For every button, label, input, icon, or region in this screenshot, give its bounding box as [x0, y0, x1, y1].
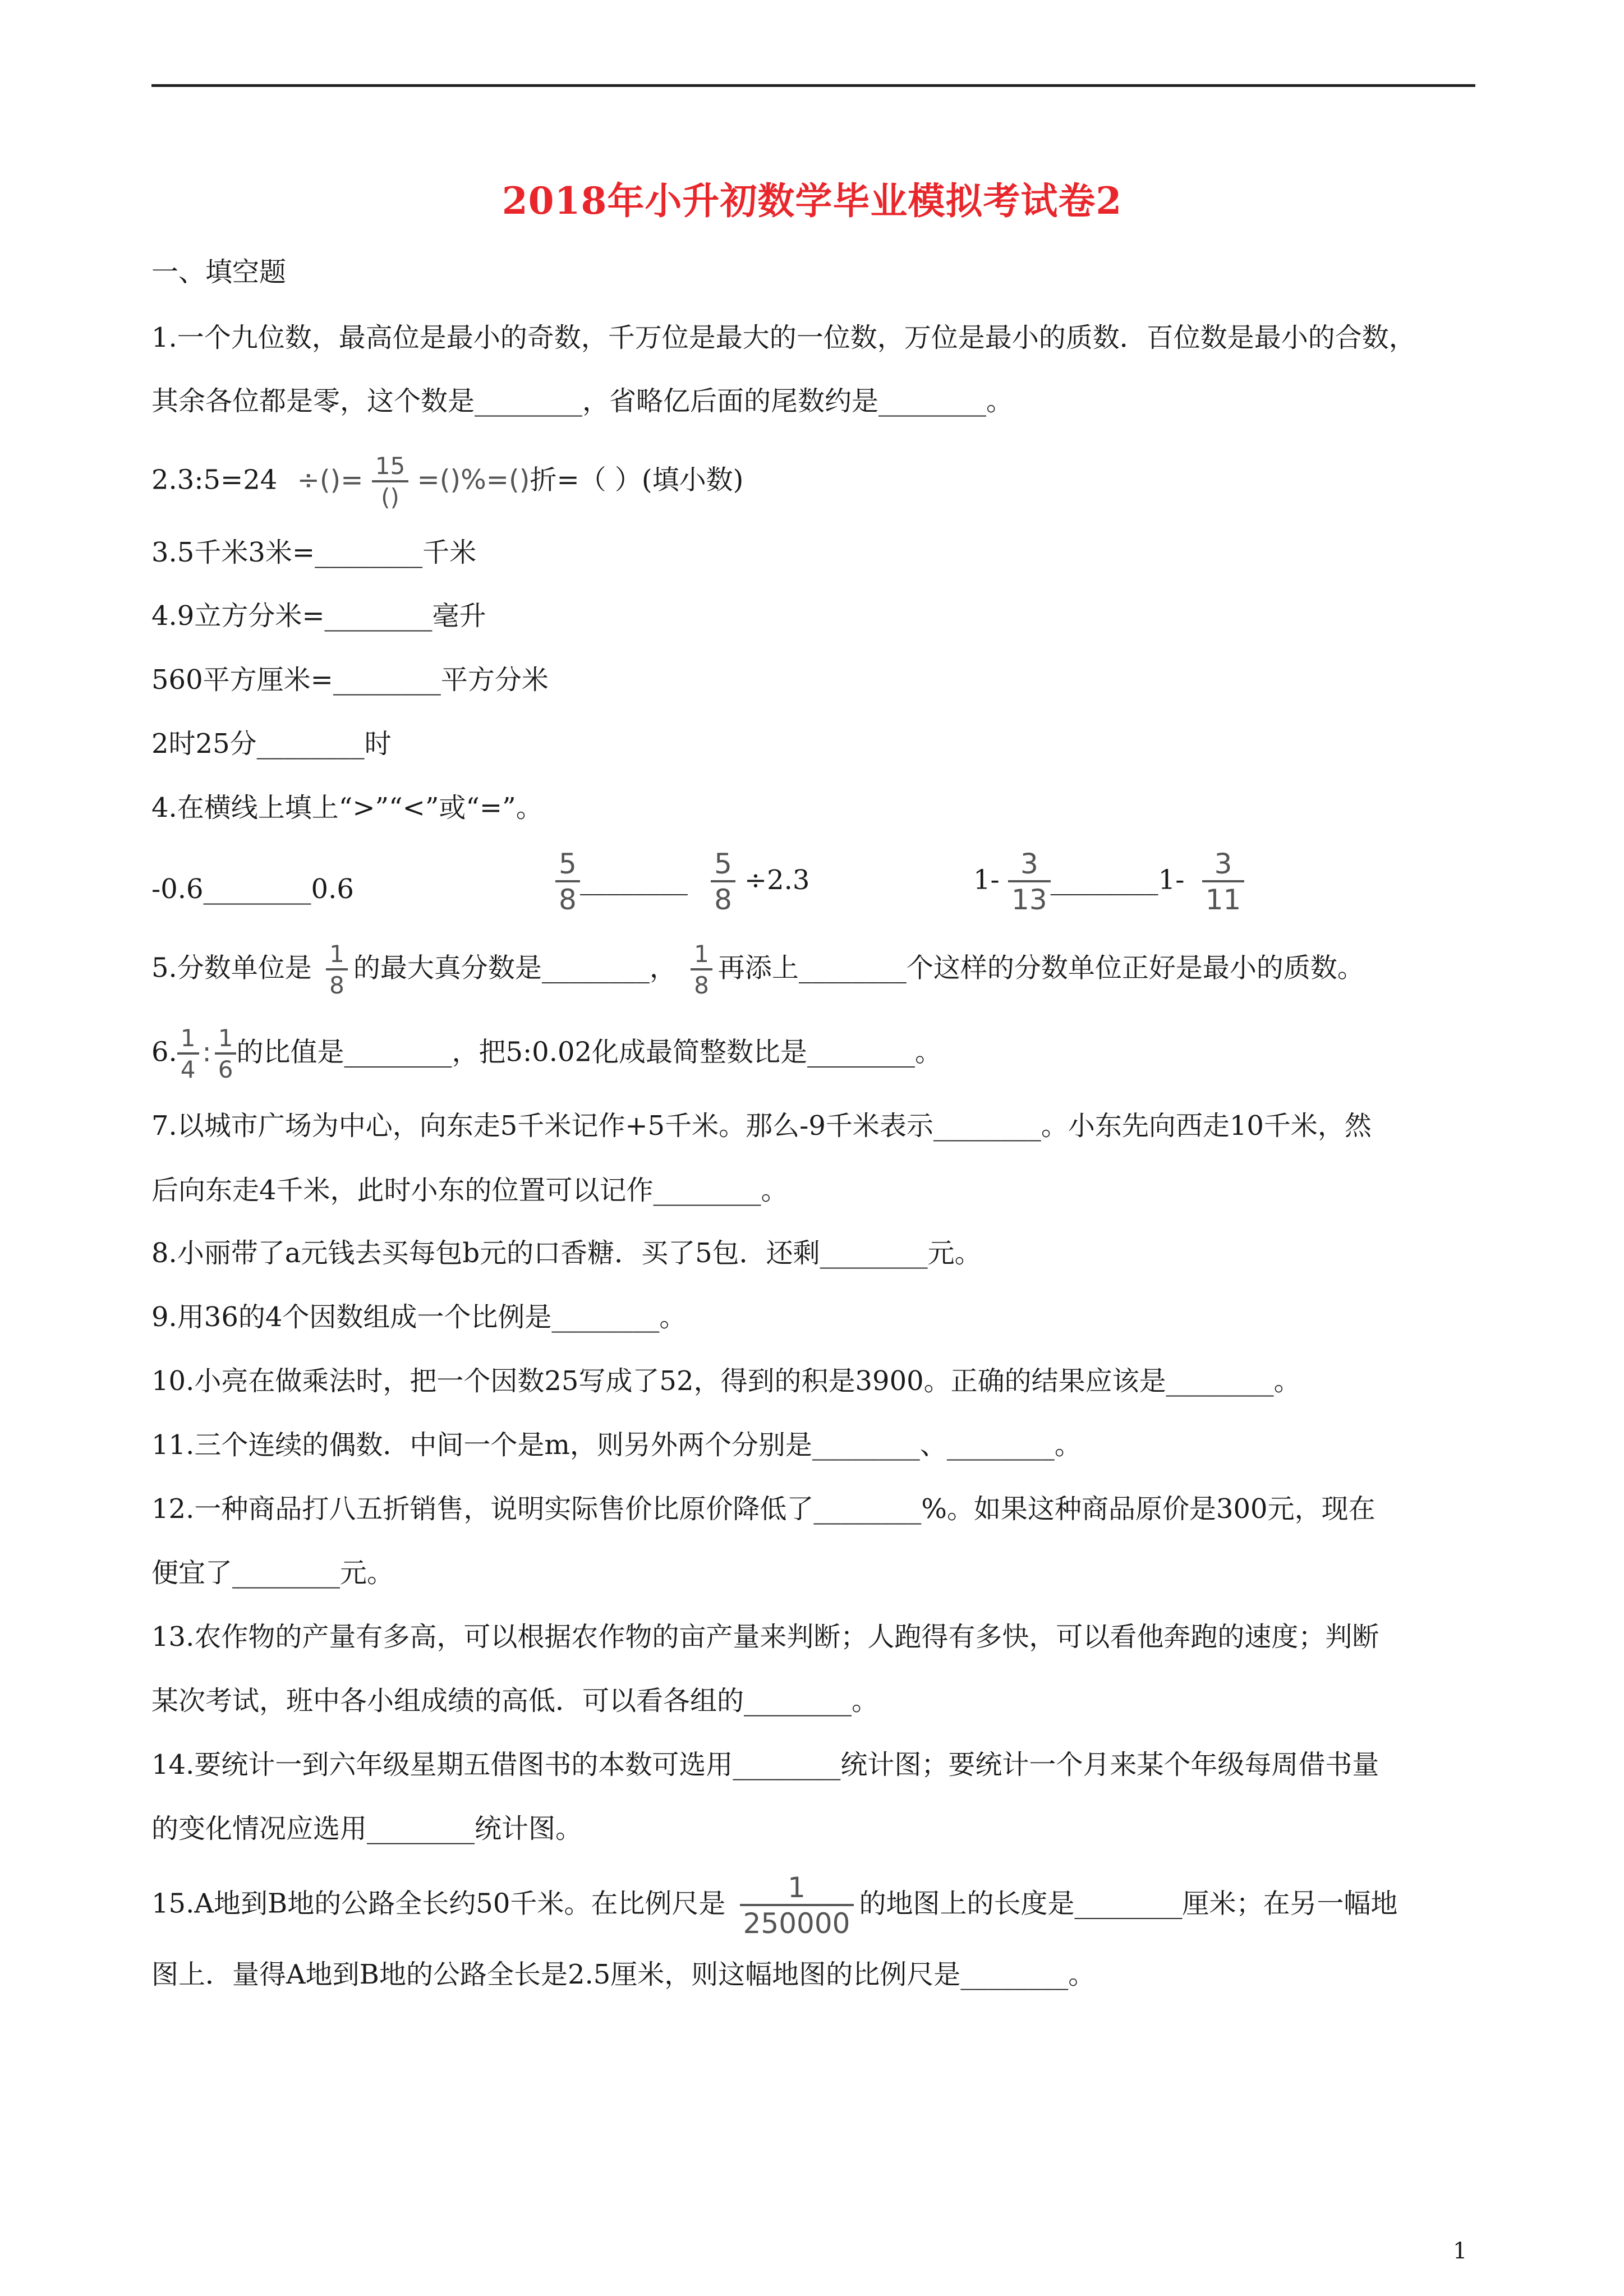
question-15-line-2: 图上．量得A地到B地的公路全长是2.5厘米，则这幅地图的比例尺是________。	[151, 1959, 1096, 1990]
compare-d	[973, 850, 1244, 914]
question-2-fraction-num: 15	[375, 452, 406, 480]
question-5-fraction-2	[691, 942, 712, 997]
question-13-line-1: 13.农作物的产量有多高，可以根据农作物的亩产量来判断；人跑得有多快，可以看他奔跑的速度；判断	[151, 1621, 1379, 1653]
question-14-line-2: 的变化情况应选用________统计图。	[151, 1813, 583, 1844]
compare-c-fraction	[711, 850, 735, 914]
question-2-expr-a: ÷()=	[297, 464, 364, 496]
question-5-fraction-1	[326, 942, 348, 997]
question-5-c: 再添上________个这样的分数单位正好是最小的质数。	[717, 952, 1364, 984]
compare-d-den: 13	[1008, 880, 1051, 914]
question-5-a: 5.分数单位是	[151, 952, 312, 984]
compare-c-text: ÷2.3	[744, 864, 810, 896]
question-2	[151, 454, 743, 509]
question-6-f2-num: 1	[218, 1024, 233, 1052]
question-8: 8.小丽带了a元钱去买每包b元的口香糖．买了5包．还剩________元。	[151, 1237, 982, 1269]
question-4b: 560平方厘米=________平方分米	[151, 664, 549, 696]
question-7-line-1: 7.以城市广场为中心，向东走5千米记作+5千米。那么-9千米表示________。小东先向西走10千米，然	[151, 1110, 1372, 1142]
question-6-f1-den: 4	[177, 1052, 199, 1082]
question-5-f2-num: 1	[694, 940, 709, 968]
question-4c: 2时25分________时	[151, 728, 392, 760]
question-2-expr-b: =()%=()	[417, 464, 530, 496]
question-6-colon: :	[202, 1036, 211, 1068]
question-15-f-num: 1	[788, 1871, 806, 1904]
compare-b-num: 5	[559, 848, 577, 880]
question-15-f-den: 250000	[740, 1904, 854, 1938]
header-rule	[151, 84, 1475, 87]
compare-e-den: 11	[1202, 880, 1245, 914]
question-6-b: 的比值是________，把5:0.02化成最简整数比是________。	[236, 1036, 942, 1068]
question-9: 9.用36的4个因数组成一个比例是________。	[151, 1301, 687, 1333]
question-11: 11.三个连续的偶数．中间一个是m，则另外两个分别是________、________。	[151, 1429, 1082, 1461]
question-6-a: 6.	[151, 1036, 177, 1068]
question-2-fraction-den: ()	[372, 480, 408, 509]
compare-a: -0.6________0.6	[151, 873, 354, 905]
question-1-line-1: 1.一个九位数，最高位是最小的奇数，千万位是最大的一位数，万位是最小的质数．百位数是最小的合数，	[151, 322, 1416, 353]
question-6-fraction-2	[215, 1024, 237, 1083]
question-15-fraction	[740, 1871, 854, 1940]
question-1-line-2: 其余各位都是零，这个数是________，省略亿后面的尾数约是________。	[151, 385, 1014, 417]
question-6	[151, 1024, 942, 1083]
question-7-line-2: 后向东走4千米，此时小东的位置可以记作________。	[151, 1175, 788, 1206]
compare-c-num: 5	[714, 848, 732, 880]
page-title: 2018年小升初数学毕业模拟考试卷2	[502, 179, 1122, 223]
compare-d-fraction	[1008, 850, 1051, 914]
question-4a: 4.9立方分米=________毫升	[151, 600, 486, 632]
question-5	[151, 942, 1364, 997]
compare-b	[555, 850, 809, 914]
question-2-prefix: 2.3:5=24	[151, 464, 278, 496]
compare-e-num: 3	[1214, 848, 1232, 880]
question-15-line-1	[151, 1871, 1398, 1940]
question-12-line-2: 便宜了________元。	[151, 1557, 394, 1589]
question-2-fraction	[372, 454, 408, 509]
question-14-line-1: 14.要统计一到六年级星期五借图书的本数可选用________统计图；要统计一个月来某个年级每周借书量	[151, 1749, 1379, 1780]
question-3: 3.5千米3米=________千米	[151, 537, 477, 568]
question-5-f1-num: 1	[329, 940, 344, 968]
question-15-a: 15.A地到B地的公路全长约50千米。在比例尺是	[151, 1888, 726, 1920]
question-12-line-1: 12.一种商品打八五折销售，说明实际售价比原价降低了________%。如果这种商品原价是300元，现在	[151, 1493, 1375, 1525]
compare-d-blank: ________1-	[1050, 864, 1185, 896]
question-4d: 4.在横线上填上“>”“<”或“=”。	[151, 792, 543, 823]
question-6-f2-den: 6	[215, 1052, 237, 1082]
question-5-b: 的最大真分数是________，	[353, 952, 677, 984]
compare-e-fraction	[1202, 850, 1245, 914]
compare-b-den: 8	[555, 880, 580, 914]
compare-d-prefix: 1-	[973, 864, 1000, 896]
question-5-f1-den: 8	[326, 968, 348, 997]
compare-d-num: 3	[1020, 848, 1038, 880]
question-5-f2-den: 8	[691, 968, 712, 997]
question-15-b: 的地图上的长度是________厘米；在另一幅地	[859, 1888, 1398, 1920]
question-2-suffix: 折=（ ）(填小数)	[530, 464, 744, 496]
section-heading: 一、填空题	[151, 256, 287, 288]
page-number: 1	[1453, 2238, 1467, 2264]
question-6-f1-num: 1	[180, 1024, 196, 1052]
compare-b-blank: ________	[579, 864, 688, 896]
compare-c-den: 8	[711, 880, 735, 914]
question-10: 10.小亮在做乘法时，把一个因数25写成了52，得到的积是3900。正确的结果应该是________。	[151, 1365, 1301, 1397]
compare-b-fraction	[555, 850, 580, 914]
question-13-line-2: 某次考试，班中各小组成绩的高低．可以看各组的________。	[151, 1685, 879, 1717]
question-6-fraction-1	[177, 1024, 199, 1083]
